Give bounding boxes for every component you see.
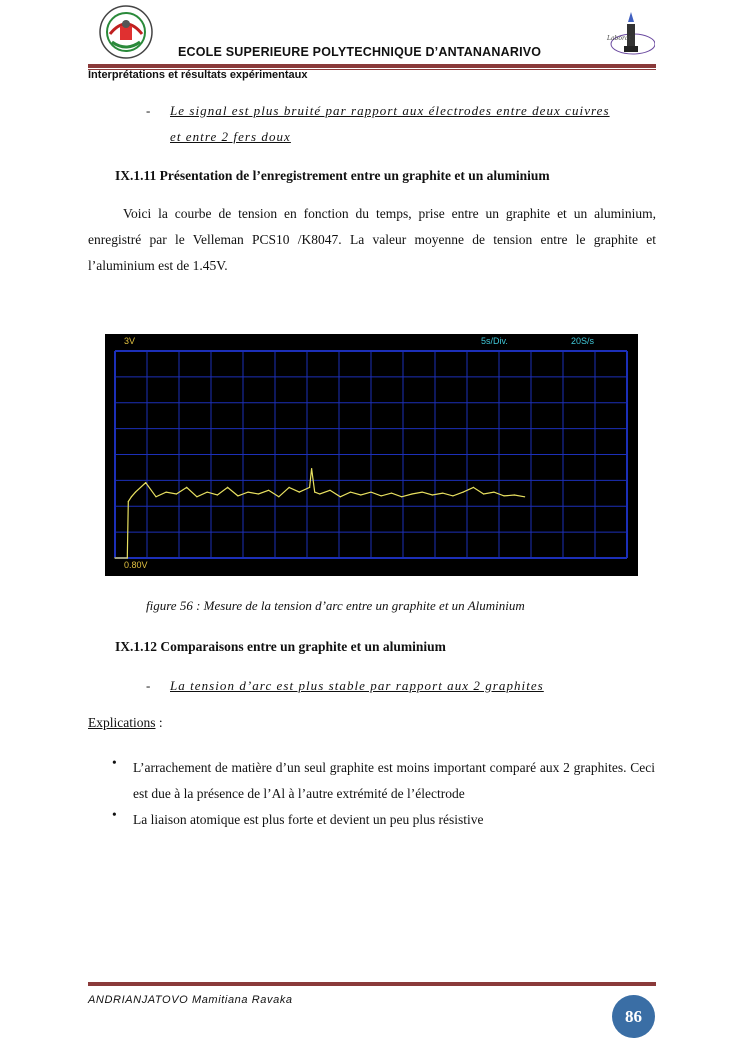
- bullet-text: La liaison atomique est plus forte et devient un peu plus résistive: [133, 812, 484, 827]
- data-point: [176, 493, 177, 494]
- bullet-text: L’arrachement de matière d’un seul graphite est moins important comparé aux 2 graphites. Ceci est due à la présence de l’Al à l’autre extrémité de l’électrode: [133, 760, 655, 801]
- data-point: [155, 496, 156, 497]
- data-point: [401, 496, 402, 497]
- data-point: [196, 496, 197, 497]
- bullet-dot: •: [112, 755, 117, 770]
- data-point: [319, 493, 320, 494]
- section-heading-11: IX.1.11 Présentation de l’enregistrement entre un graphite et un aluminium: [115, 168, 550, 183]
- dash-bullet: -: [146, 678, 151, 693]
- school-name: ECOLE SUPERIEURE POLYTECHNIQUE D’ANTANANARIVO: [178, 45, 542, 59]
- scope-rate-label: 20S/s: [571, 336, 595, 346]
- scope-vmax-label: 3V: [124, 336, 136, 346]
- data-point: [248, 492, 249, 493]
- explications-title: Explications: [88, 715, 156, 730]
- scope-timebase-label: 5s/Div.: [481, 336, 508, 346]
- data-point: [350, 492, 351, 493]
- data-point: [340, 496, 341, 497]
- data-point: [411, 493, 412, 494]
- explications-colon: :: [155, 715, 163, 730]
- data-point: [311, 468, 312, 469]
- data-point: [227, 487, 228, 488]
- section-heading-12: IX.1.12 Comparaisons entre un graphite et un aluminium: [115, 639, 446, 654]
- figure-caption: figure 56 : Mesure de la tension d’arc entre un graphite et un Aluminium: [146, 598, 525, 613]
- data-point: [299, 492, 300, 493]
- comparison-remark-text: La tension d’arc est plus stable par rapport aux 2 graphites: [170, 678, 544, 693]
- section-11-paragraph: [88, 201, 656, 279]
- data-point: [114, 557, 115, 558]
- esp-logo: [98, 4, 154, 60]
- data-point: [135, 492, 136, 493]
- data-point: [217, 494, 218, 495]
- data-point: [131, 496, 132, 497]
- paragraph-text: Voici la courbe de tension en fonction du temps, prise entre un graphite et un aluminium, enregistré par le Velleman PCS10 /K8047. La valeur moyenne de tension entre le graphite et l’aluminium est de 1.45V.: [88, 206, 656, 273]
- footer-rule: [88, 982, 656, 986]
- data-point: [473, 487, 474, 488]
- data-point: [258, 493, 259, 494]
- author-name: ANDRIANJATOVO Mamitiana Ravaka: [88, 994, 293, 1006]
- data-point: [186, 487, 187, 488]
- oscilloscope-figure: [105, 334, 638, 576]
- department-logo: [605, 10, 655, 62]
- data-point: [329, 490, 330, 491]
- scope-vmin-label: 0.80V: [124, 560, 148, 570]
- data-point: [360, 494, 361, 495]
- data-point: [483, 493, 484, 494]
- data-point: [493, 492, 494, 493]
- data-point: [504, 495, 505, 496]
- series-line: [115, 469, 525, 558]
- chapter-title: Interprétations et résultats expérimentaux: [88, 69, 308, 81]
- data-point: [145, 482, 146, 483]
- page-number: 86: [625, 1006, 642, 1026]
- svg-text:Laborat: Laborat: [607, 35, 631, 42]
- data-point: [289, 487, 290, 488]
- oscilloscope-chart: [105, 334, 638, 576]
- page-number-badge: [612, 995, 655, 1038]
- data-point: [422, 492, 423, 493]
- data-point: [127, 557, 128, 558]
- intro-remark-line1: Le signal est plus bruité par rapport aux électrodes entre deux cuivres: [170, 103, 610, 118]
- dash-bullet: -: [146, 103, 151, 118]
- data-point: [309, 487, 310, 488]
- data-point: [370, 492, 371, 493]
- data-point: [237, 495, 238, 496]
- data-point: [381, 495, 382, 496]
- bullet-dot: •: [112, 807, 117, 822]
- explications-label: [88, 715, 163, 731]
- data-point: [166, 492, 167, 493]
- data-point: [463, 492, 464, 493]
- header-rule: [88, 64, 656, 68]
- data-point: [524, 496, 525, 497]
- data-point: [391, 493, 392, 494]
- data-point: [514, 494, 515, 495]
- intro-remark-line2: et entre 2 fers doux: [170, 129, 291, 144]
- data-point: [452, 495, 453, 496]
- data-point: [128, 501, 129, 502]
- data-point: [442, 493, 443, 494]
- data-point: [314, 492, 315, 493]
- data-point: [268, 490, 269, 491]
- data-point: [432, 494, 433, 495]
- data-point: [207, 492, 208, 493]
- data-point: [278, 496, 279, 497]
